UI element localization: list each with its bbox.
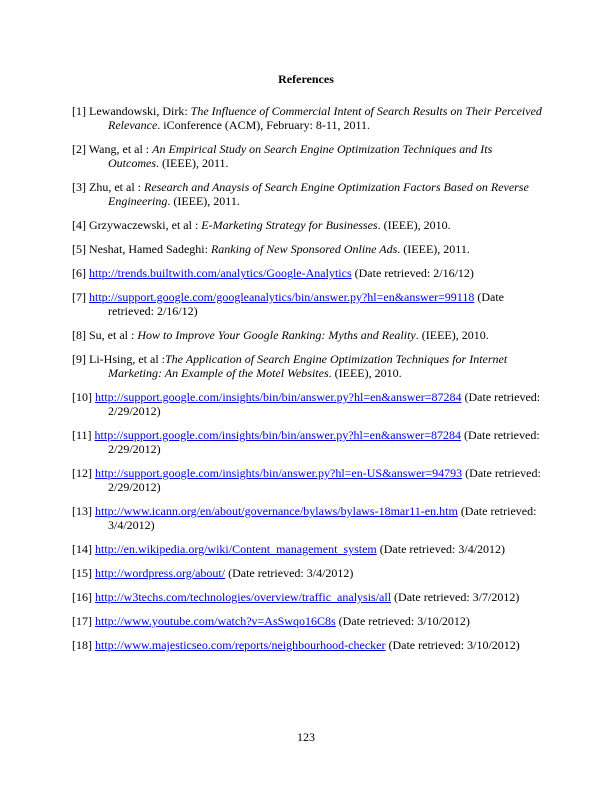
reference-number: [18]: [72, 638, 92, 652]
reference-item-17: [72, 614, 542, 628]
reference-number: [5]: [72, 242, 86, 256]
reference-item-2: [72, 142, 542, 170]
reference-link[interactable]: http://support.google.com/insights/bin/answer.py?hl=en-US&answer=94793: [95, 466, 463, 480]
reference-title: The Application of Search Engine Optimization Techniques for Internet Marketing: An Example of the Motel Websites: [108, 352, 508, 380]
reference-link[interactable]: http://support.google.com/googleanalytics/bin/answer.py?hl=en&answer=99118: [89, 290, 475, 304]
reference-title: Ranking of New Sponsored Online Ads: [210, 242, 398, 256]
reference-source: . (IEEE), 2011.: [167, 194, 240, 208]
reference-authors: Su, et al :: [89, 328, 138, 342]
reference-authors: Grzywaczewski, et al :: [89, 218, 202, 232]
reference-date: (Date retrieved: 2/29/2012): [108, 428, 540, 456]
reference-link[interactable]: http://www.majesticseo.com/reports/neighbourhood-checker: [95, 638, 386, 652]
reference-date: (Date retrieved: 3/10/2012): [335, 614, 470, 628]
reference-date: (Date retrieved: 2/29/2012): [108, 466, 541, 494]
reference-date: (Date retrieved: 2/29/2012): [108, 390, 541, 418]
reference-link[interactable]: http://www.icann.org/en/about/governance/bylaws/bylaws-18mar11-en.htm: [95, 504, 458, 518]
reference-item-9: [72, 352, 542, 380]
reference-date: (Date retrieved: 3/4/2012): [225, 566, 354, 580]
reference-title: Research and Anaysis of Search Engine Optimization Factors Based on Reverse Engineering: [108, 180, 529, 208]
reference-date: (Date retrieved: 3/7/2012): [391, 590, 520, 604]
reference-authors: Zhu, et al :: [89, 180, 144, 194]
reference-item-13: [72, 504, 542, 532]
reference-link[interactable]: http://support.google.com/insights/bin/bin/answer.py?hl=en&answer=87284: [94, 428, 462, 442]
reference-item-11: [72, 428, 542, 456]
reference-date: (Date retrieved: 3/4/2012): [376, 542, 506, 556]
reference-number: [13]: [72, 504, 92, 518]
reference-number: [14]: [72, 542, 92, 556]
reference-link[interactable]: http://trends.builtwith.com/analytics/Google-Analytics: [89, 266, 352, 280]
reference-item-6: [72, 266, 542, 280]
reference-list: [72, 104, 542, 652]
reference-item-12: [72, 466, 542, 494]
reference-number: [2]: [72, 142, 86, 156]
reference-date: (Date retrieved: 3/4/2012): [108, 504, 537, 532]
reference-number: [17]: [72, 614, 92, 628]
reference-source: . (IEEE), 2010.: [328, 366, 402, 380]
reference-number: [3]: [72, 180, 86, 194]
reference-number: [15]: [72, 566, 92, 580]
reference-number: [11]: [72, 428, 92, 442]
reference-link[interactable]: http://support.google.com/insights/bin/bin/answer.py?hl=en&answer=87284: [95, 390, 462, 404]
reference-link[interactable]: http://w3techs.com/technologies/overview/traffic_analysis/all: [95, 590, 392, 604]
reference-title: E-Marketing Strategy for Businesses: [201, 218, 378, 232]
reference-item-7: [72, 290, 542, 318]
reference-link[interactable]: http://wordpress.org/about/: [95, 566, 226, 580]
reference-title: An Empirical Study on Search Engine Optimization Techniques and Its Outcomes: [108, 142, 493, 170]
reference-item-8: [72, 328, 542, 342]
reference-authors: Li-Hsing, et al :: [89, 352, 165, 366]
reference-item-18: [72, 638, 542, 652]
reference-source: . (IEEE), 2011.: [397, 242, 470, 256]
reference-number: [9]: [72, 352, 86, 366]
reference-number: [12]: [72, 466, 92, 480]
reference-source: . iConference (ACM), February: 8-11, 2011.: [157, 118, 371, 132]
reference-title: How to Improve Your Google Ranking: Myths and Reality: [137, 328, 416, 342]
reference-title: The Influence of Commercial Intent of Search Results on Their Perceived Relevance: [108, 104, 542, 132]
reference-authors: Lewandowski, Dirk:: [89, 104, 191, 118]
page-number: 123: [297, 730, 315, 744]
reference-source: . (IEEE), 2011.: [156, 156, 229, 170]
reference-item-14: [72, 542, 542, 556]
reference-number: [7]: [72, 290, 86, 304]
reference-item-10: [72, 390, 542, 418]
reference-date: (Date retrieved: 2/16/12): [108, 290, 505, 318]
reference-link[interactable]: http://www.youtube.com/watch?v=AsSwqo16C8s: [95, 614, 336, 628]
reference-authors: Wang, et al :: [88, 142, 153, 156]
reference-source: . (IEEE), 2010.: [415, 328, 489, 342]
reference-number: [6]: [72, 266, 86, 280]
reference-item-15: [72, 566, 542, 580]
reference-item-3: [72, 180, 542, 208]
reference-date: (Date retrieved: 3/10/2012): [385, 638, 520, 652]
reference-link[interactable]: http://en.wikipedia.org/wiki/Content_management_system: [95, 542, 377, 556]
reference-date: (Date retrieved: 2/16/12): [351, 266, 474, 280]
reference-item-5: [72, 242, 542, 256]
reference-source: . (IEEE), 2010.: [377, 218, 451, 232]
reference-number: [10]: [72, 390, 92, 404]
reference-number: [16]: [72, 590, 92, 604]
page-title: References: [278, 72, 334, 86]
reference-item-4: [72, 218, 542, 232]
reference-item-1: [72, 104, 542, 132]
reference-number: [4]: [72, 218, 86, 232]
reference-number: [8]: [72, 328, 86, 342]
reference-item-16: [72, 590, 542, 604]
reference-authors: Neshat, Hamed Sadeghi:: [89, 242, 211, 256]
reference-number: [1]: [72, 104, 86, 118]
